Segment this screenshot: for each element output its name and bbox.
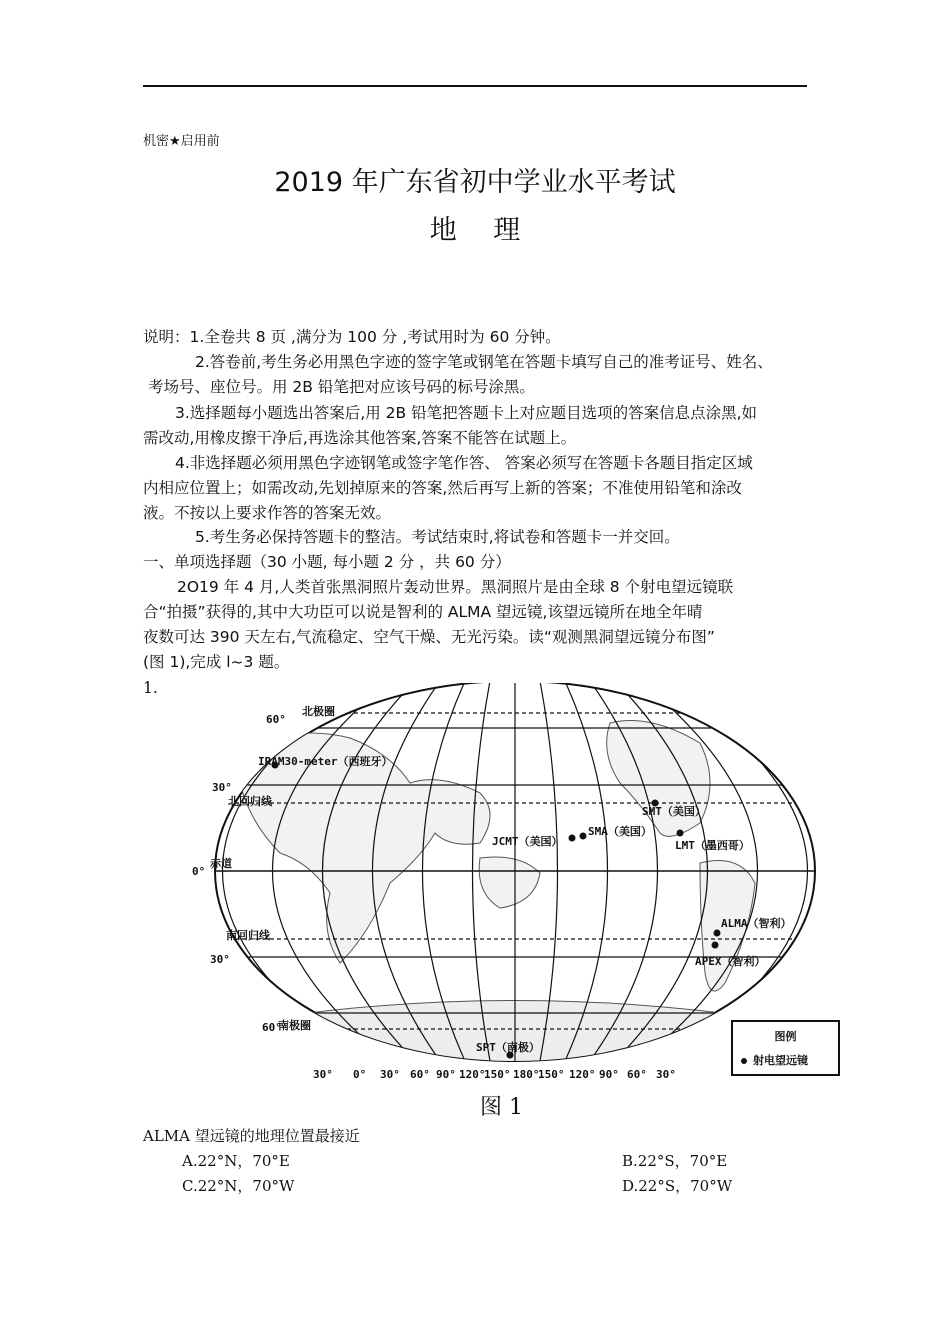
secret-label: 机密★启用前 <box>143 134 220 149</box>
instruction-line: 考场号、座位号。用 2B 铅笔把对应该号码的标号涂黑。 <box>148 378 535 396</box>
lat-label: 60° <box>266 713 286 726</box>
question-stem: ALMA 望远镜的地理位置最接近 <box>143 1127 360 1145</box>
telescope-label: APEX（智利） <box>695 955 766 968</box>
lat-label: 60° <box>262 1021 282 1034</box>
lon-label: 150° <box>484 1068 511 1081</box>
circle-label-arctic: 北极圈 <box>302 705 335 718</box>
telescope-label: JCMT（美国） <box>492 835 563 848</box>
top-rule <box>143 85 807 87</box>
exam-title: 2019 年广东省初中学业水平考试 <box>274 167 676 198</box>
option-d: D.22°S，70°W <box>622 1177 733 1195</box>
instruction-line: 5.考生务必保持答题卡的整洁。考试结束时,将试卷和答题卡一并交回。 <box>195 528 680 546</box>
instruction-line: 内相应位置上；如需改动,先划掉原来的答案,然后再写上新的答案；不准使用铅笔和涂改 <box>143 479 742 497</box>
instruction-line: 3.选择题每小题选出答案后,用 2B 铅笔把答题卡上对应题目选项的答案信息点涂黑,如 <box>175 404 757 422</box>
telescope-label: SMT（美国） <box>642 805 706 818</box>
telescope-label: SMA（美国） <box>588 825 652 838</box>
instruction-line: 液。不按以上要求作答的答案无效。 <box>143 504 392 522</box>
lat-label: 0° <box>192 865 206 878</box>
telescope-dot <box>677 830 684 837</box>
lat-label: 30° <box>210 953 230 966</box>
lon-label: 0° <box>353 1068 367 1081</box>
lon-label: 60° <box>627 1068 647 1081</box>
passage-line: 夜数可达 390 天左右,气流稳定、空气干燥、无光污染。读“观测黑洞望远镜分布图” <box>143 628 715 646</box>
lon-labels <box>313 1068 676 1081</box>
instruction-line: 说明：1.全卷共 8 页 ,满分为 100 分 ,考试用时为 60 分钟。 <box>143 328 561 346</box>
option-b: B.22°S，70°E <box>622 1152 728 1170</box>
lon-label: 120° <box>459 1068 486 1081</box>
telescope-label: ALMA（智利） <box>721 917 792 930</box>
exam-subject: 地 理 <box>429 215 535 246</box>
option-c: C.22°N，70°W <box>182 1177 295 1195</box>
lon-label: 90° <box>436 1068 456 1081</box>
circle-label-cancer: 北回归线 <box>228 795 272 808</box>
circle-label-equator: 赤道 <box>210 857 232 870</box>
legend-item-label: 射电望远镜 <box>753 1054 808 1067</box>
instruction-line: 4.非选择题必须用黑色字迹钢笔或签字笔作答、 答案必须写在答题卡各题目指定区域 <box>175 454 753 472</box>
map-legend <box>731 1020 840 1076</box>
lon-label: 90° <box>599 1068 619 1081</box>
telescope-label: LMT（墨西哥） <box>675 839 750 852</box>
section-heading: 一、单项选择题（30 小题, 每小题 2 分 ，共 60 分） <box>143 553 511 571</box>
circle-label-capricorn: 南回归线 <box>226 929 270 942</box>
telescope-dot <box>569 835 576 842</box>
figure-caption: 图 1 <box>480 1095 523 1120</box>
lat-label: 30° <box>212 781 232 794</box>
legend-item <box>741 1052 808 1068</box>
passage-line: 2O19 年 4 月,人类首张黑洞照片轰动世界。黑洞照片是由全球 8 个射电望远镜联 <box>177 578 734 596</box>
passage-line: 合“拍摄”获得的,其中大功臣可以说是智利的 ALMA 望远镜,该望远镜所在地全年晴 <box>143 603 703 621</box>
lon-label: 30° <box>656 1068 676 1081</box>
lon-label: 60° <box>410 1068 430 1081</box>
question-number: 1. <box>143 679 158 697</box>
telescope-label: IRAM30-meter（西班牙） <box>258 755 393 768</box>
legend-title: 图例 <box>774 1030 797 1043</box>
lon-label: 180° <box>513 1068 540 1081</box>
instruction-line: 需改动,用橡皮擦干净后,再选涂其他答案,答案不能答在试题上。 <box>143 429 577 447</box>
passage-line: (图 1),完成 l~3 题。 <box>143 653 290 671</box>
lon-label: 30° <box>313 1068 333 1081</box>
telescope-dot <box>580 833 587 840</box>
option-a: A.22°N，70°E <box>182 1152 290 1170</box>
instruction-line: 2.答卷前,考生务必用黑色字迹的签字笔或钢笔在答题卡填写自己的准考证号、姓名、 <box>195 353 773 371</box>
telescope-dot-icon <box>741 1058 747 1064</box>
lon-label: 150° <box>538 1068 565 1081</box>
telescope-dot <box>712 942 719 949</box>
telescope-label: SPT（南极） <box>476 1041 540 1054</box>
circle-label-antarctic: 南极圈 <box>278 1019 311 1032</box>
lon-label: 120° <box>569 1068 596 1081</box>
telescope-dot <box>714 930 721 937</box>
lon-label: 30° <box>380 1068 400 1081</box>
